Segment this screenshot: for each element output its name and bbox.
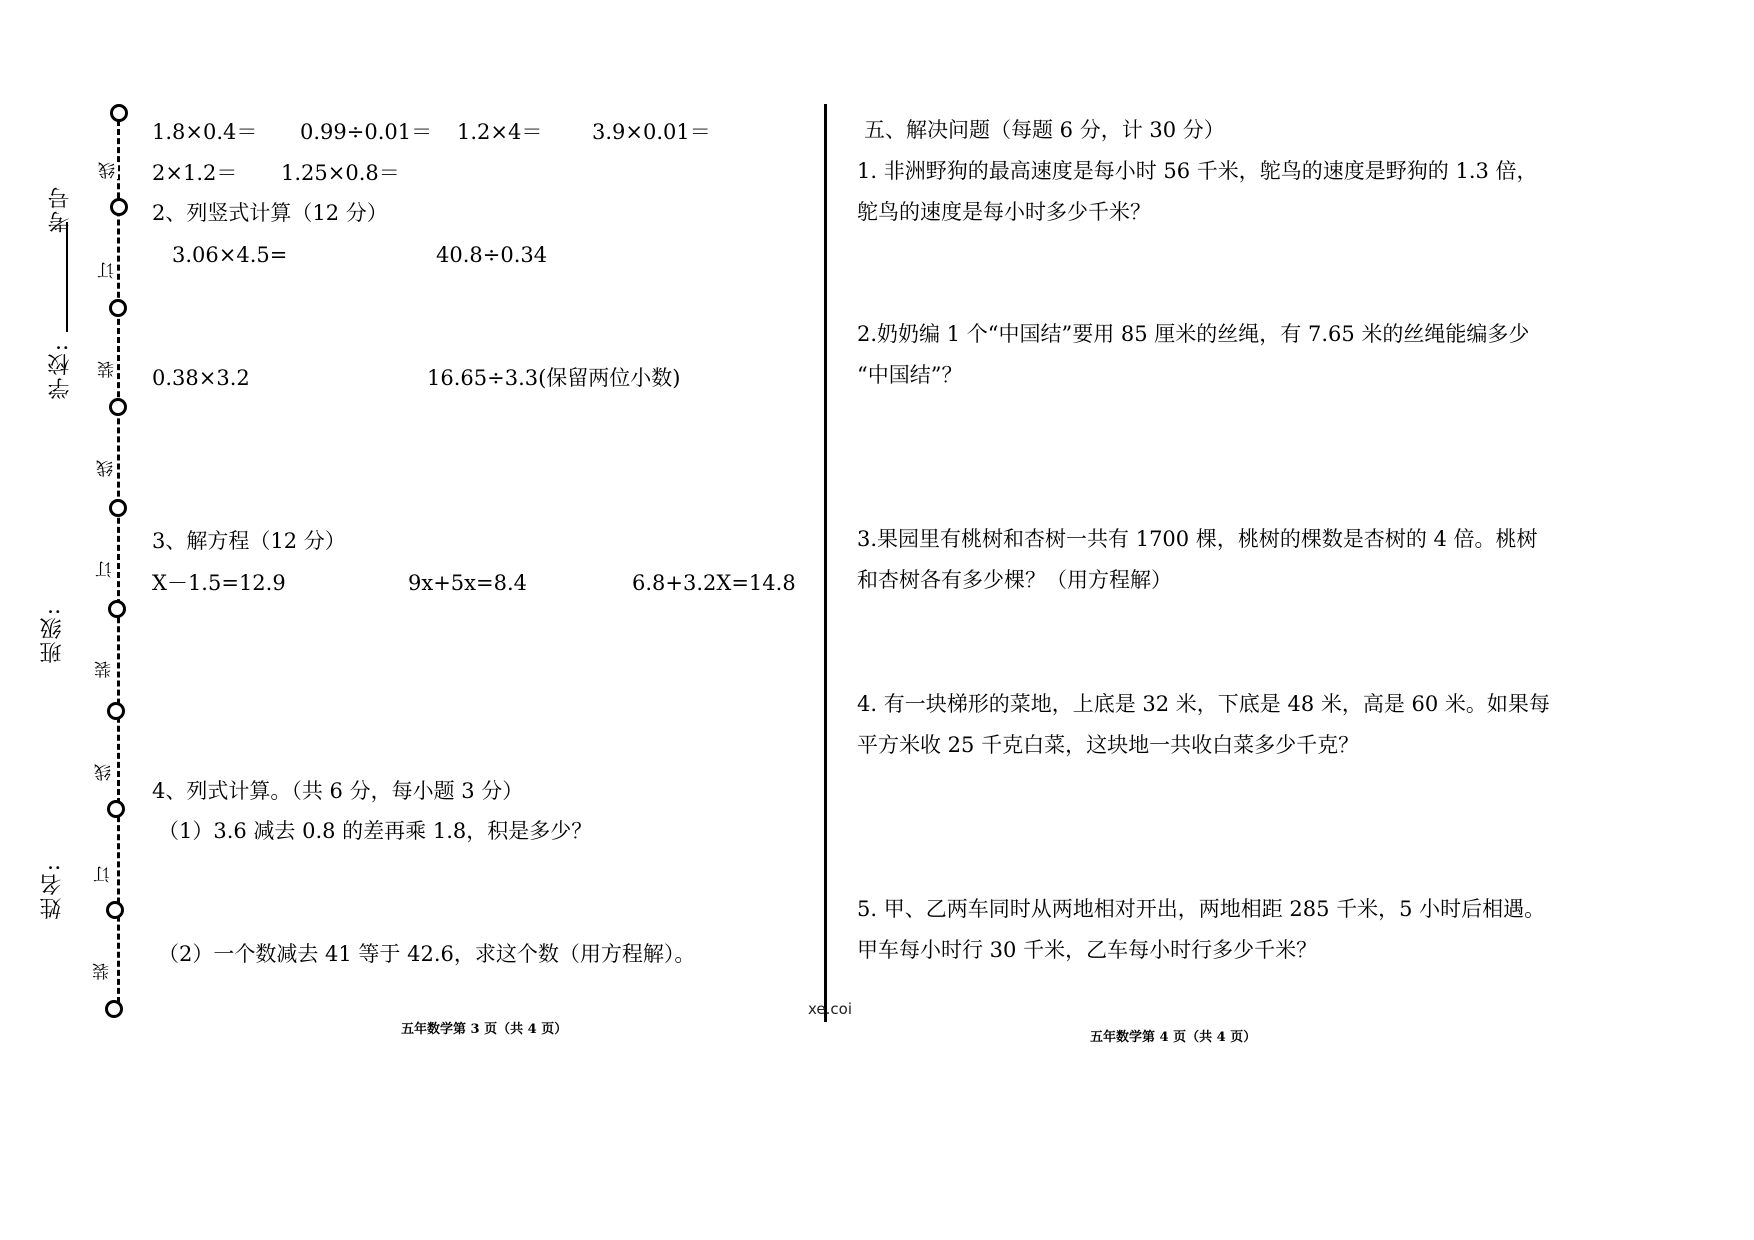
binding-hole-6 (108, 600, 126, 618)
exam-no-blank-line (66, 222, 68, 332)
equation-3: 6.8+3.2X=14.8 (632, 571, 796, 595)
binding-hole-4 (109, 398, 127, 416)
problem-1-line-1: 1. 非洲野狗的最高速度是每小时 56 千米，鸵鸟的速度是野狗的 1.3 倍， (857, 159, 1538, 183)
equation-1: X－1.5=12.9 (152, 571, 286, 595)
problem-1-line-2: 鸵鸟的速度是每小时多少千米？ (857, 200, 1151, 224)
binding-hole-3 (109, 299, 127, 317)
oral-calc-6: 1.25×0.8＝ (281, 161, 400, 185)
vertical-calc-1: 3.06×4.5= (172, 243, 288, 267)
section-3-title: 3、解方程（12 分） (152, 529, 346, 553)
vertical-calc-2: 40.8÷0.34 (436, 243, 548, 267)
binding-hole-7 (107, 702, 125, 720)
section-2-title: 2、列竖式计算（12 分） (152, 201, 388, 225)
oral-calc-3: 1.2×4＝ (457, 120, 543, 144)
problem-5-line-1: 5. 甲、乙两车同时从两地相对开出，两地相距 285 千米，5 小时后相遇。 (857, 897, 1546, 921)
exam-no-label: 考号 (48, 185, 73, 233)
problem-3-line-1: 3.果园里有桃树和杏树一共有 1700 棵，桃树的棵数是杏树的 4 倍。桃树 (857, 527, 1538, 551)
binding-hole-5 (109, 499, 127, 517)
oral-calc-4: 3.9×0.01＝ (592, 120, 711, 144)
binding-mark: 线 (97, 460, 117, 477)
problem-5-line-2: 甲车每小时行 30 千米，乙车每小时行多少千米？ (857, 938, 1318, 962)
oral-calc-1: 1.8×0.4＝ (152, 120, 258, 144)
binding-mark: 线 (99, 162, 119, 179)
oral-calc-2: 0.99÷0.01＝ (300, 120, 433, 144)
section-4-title: 4、列式计算。（共 6 分，每小题 3 分） (152, 779, 524, 803)
binding-mark: 订 (98, 262, 118, 279)
section-4-question-1: （1）3.6 减去 0.8 的差再乘 1.8，积是多少？ (158, 819, 593, 843)
page-footer-right: 五年数学第 4 页（共 4 页） (1090, 1030, 1257, 1045)
class-label: 班级: (40, 606, 65, 664)
section-4-question-2: （2）一个数减去 41 等于 42.6，求这个数（用方程解）。 (158, 942, 696, 966)
name-label: 姓名: (40, 862, 65, 920)
binding-mark: 订 (94, 866, 114, 883)
binding-mark: 装 (93, 963, 113, 980)
page-divider (824, 104, 827, 1022)
binding-hole-8 (107, 800, 125, 818)
binding-mark: 装 (98, 361, 118, 378)
oral-calc-5: 2×1.2＝ (152, 161, 238, 185)
problem-2-line-2: “中国结”？ (857, 363, 963, 387)
school-label: 学校: (48, 342, 73, 400)
problem-4-line-1: 4. 有一块梯形的菜地，上底是 32 米，下底是 48 米，高是 60 米。如果每 (857, 692, 1550, 716)
problem-4-line-2: 平方米收 25 千克白菜，这块地一共收白菜多少千克？ (857, 733, 1360, 757)
binding-hole-1 (110, 104, 128, 122)
binding-mark: 线 (95, 764, 115, 781)
page-footer-left: 五年数学第 3 页（共 4 页） (401, 1022, 568, 1037)
binding-hole-10 (105, 1000, 123, 1018)
problem-3-line-2: 和杏树各有多少棵？（用方程解） (857, 568, 1172, 592)
binding-hole-9 (106, 901, 124, 919)
problem-2-line-1: 2.奶奶编 1 个“中国结”要用 85 厘米的丝绳，有 7.65 米的丝绳能编多少 (857, 322, 1530, 346)
watermark-fragment: xe.coi (808, 1000, 853, 1018)
binding-hole-2 (110, 198, 128, 216)
vertical-calc-4: 16.65÷3.3(保留两位小数) (427, 366, 681, 390)
binding-mark: 装 (95, 661, 115, 678)
section-5-title: 五、解决问题（每题 6 分，计 30 分） (864, 118, 1225, 142)
vertical-calc-3: 0.38×3.2 (152, 366, 250, 390)
binding-dashed-line (117, 120, 120, 1012)
equation-2: 9x+5x=8.4 (408, 571, 527, 595)
binding-mark: 订 (96, 561, 116, 578)
